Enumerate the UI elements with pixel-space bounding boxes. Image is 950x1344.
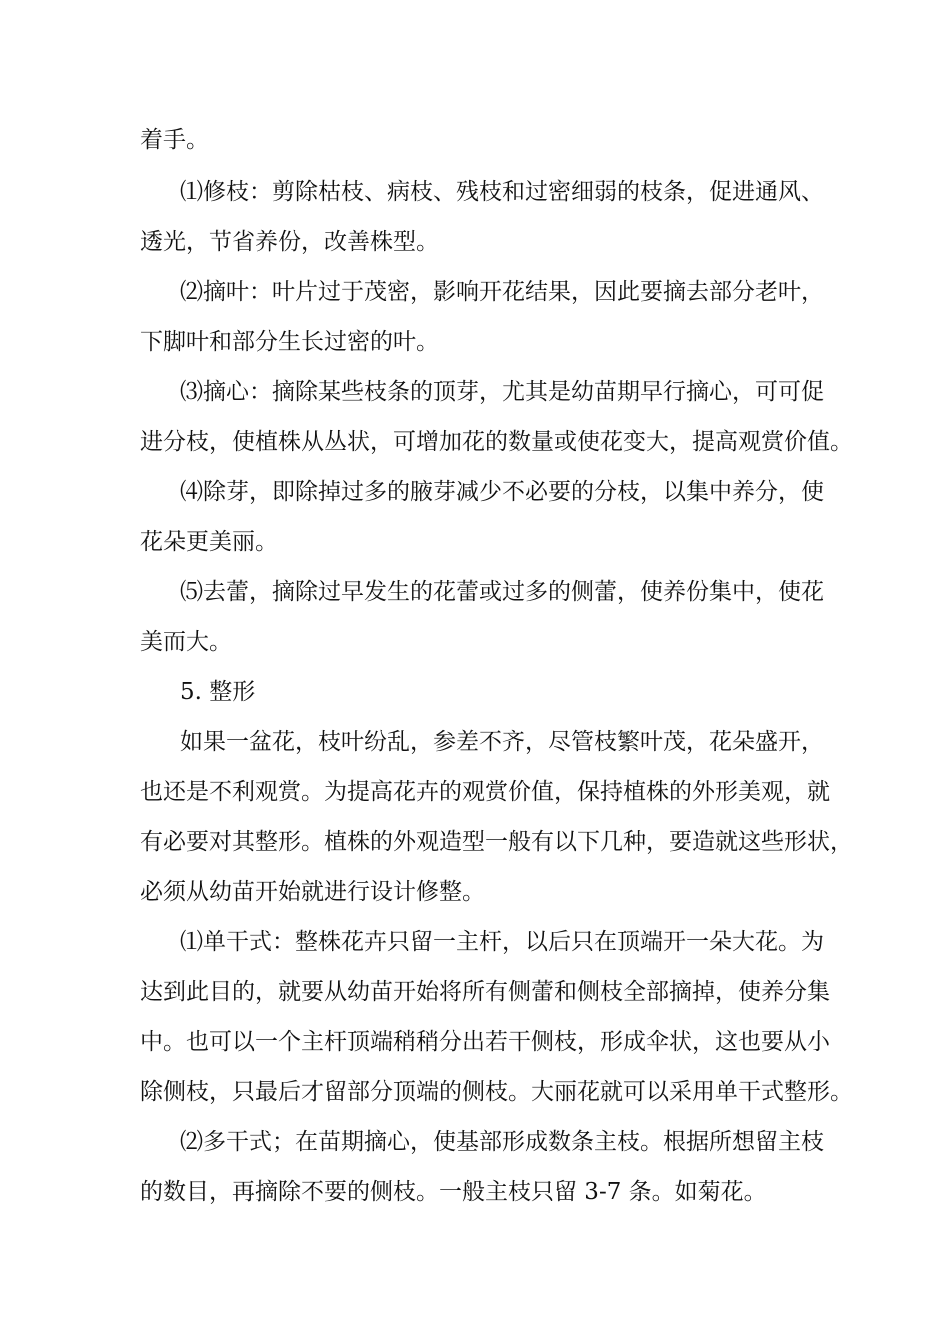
- text-line: ⑴单干式：整株花卉只留一主杆，以后只在顶端开一朵大花。为: [180, 929, 824, 955]
- text-line: ⑶摘心：摘除某些枝条的顶芽，尤其是幼苗期早行摘心，可可促: [180, 379, 824, 405]
- text-line: 进分枝，使植株从丛状，可增加花的数量或使花变大，提高观赏价值。: [140, 429, 853, 455]
- text-line: 有必要对其整形。植株的外观造型一般有以下几种，要造就这些形状，: [140, 829, 853, 855]
- text-line: ⑴修枝：剪除枯枝、病枝、残枝和过密细弱的枝条，促进通风、: [180, 179, 824, 205]
- text-line: ⑸去蕾，摘除过早发生的花蕾或过多的侧蕾，使养份集中，使花: [180, 579, 824, 605]
- text-line: 中。也可以一个主杆顶端稍稍分出若干侧枝，形成伞状，这也要从小: [140, 1029, 830, 1055]
- text-line: 着手。: [140, 127, 209, 153]
- text-line: 如果一盆花，枝叶纷乱，参差不齐，尽管枝繁叶茂，花朵盛开，: [180, 729, 824, 755]
- text-line: 达到此目的，就要从幼苗开始将所有侧蕾和侧枝全部摘掉，使养分集: [140, 979, 830, 1005]
- text-line: 的数目，再摘除不要的侧枝。一般主枝只留 3-7 条。如菊花。: [140, 1179, 767, 1205]
- text-line: 美而大。: [140, 629, 232, 655]
- section-heading: 5. 整形: [180, 679, 256, 705]
- text-line: ⑵多干式；在苗期摘心，使基部形成数条主枝。根据所想留主枝: [180, 1129, 824, 1155]
- text-line: 除侧枝，只最后才留部分顶端的侧枝。大丽花就可以采用单干式整形。: [140, 1079, 853, 1105]
- text-line: 花朵更美丽。: [140, 529, 278, 555]
- text-line: ⑷除芽，即除掉过多的腋芽减少不必要的分枝，以集中养分，使: [180, 479, 824, 505]
- text-line: ⑵摘叶：叶片过于茂密，影响开花结果，因此要摘去部分老叶，: [180, 279, 824, 305]
- text-line: 透光，节省养份，改善株型。: [140, 229, 439, 255]
- text-line: 下脚叶和部分生长过密的叶。: [140, 329, 439, 355]
- text-line: 也还是不利观赏。为提高花卉的观赏价值，保持植株的外形美观，就: [140, 779, 830, 805]
- text-line: 必须从幼苗开始就进行设计修整。: [140, 879, 485, 905]
